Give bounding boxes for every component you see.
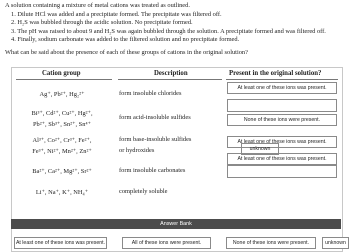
header-present: Present in the original solution?	[229, 70, 322, 77]
description-3-line-2: or hydroxides	[119, 147, 155, 154]
answer-slot-2[interactable]: None of these ions were present.	[227, 114, 337, 126]
description-4: form insoluble carbonates	[119, 167, 186, 174]
answer-bank-option-all[interactable]: All of these ions were present.	[122, 237, 211, 249]
answer-bank-option-at-least-one[interactable]: At least one of these ions was present.	[14, 237, 107, 249]
header-cation-group: Cation group	[42, 70, 81, 77]
cation-group-3-line-2: Fe³⁺, Ni²⁺, Mn²⁺, Zn²⁺	[32, 148, 92, 155]
answer-slot-3[interactable]: At least one of these ions was present.	[227, 136, 337, 148]
step-4: 4. Finally, sodium carbonate was added to the filtered solution and no precipitate formed.	[11, 36, 240, 44]
header-underline	[226, 79, 338, 80]
step-1: 1. Dilute HCl was added and a precipitate formed. The precipitate was filtered off.	[11, 10, 222, 18]
header-underline	[118, 79, 222, 80]
answer-bank-header: Answer Bank	[11, 219, 341, 229]
question-text: What can be said about the presence of each of these groups of cations in the original solution?	[5, 48, 248, 56]
description-1: form insoluble chlorides	[119, 90, 182, 97]
cation-group-1: Ag⁺, Pb²⁺, Hg₂²⁺	[39, 91, 85, 98]
description-2: form acid-insoluble sulfides	[119, 114, 191, 121]
procedure-steps	[5, 11, 347, 45]
cation-group-2-line-2: Pb²⁺, Sb³⁺, Sn²⁺, Sn⁴⁺	[32, 121, 92, 128]
cation-group-3-line-1: Al³⁺, Co²⁺, Cr³⁺, Fe²⁺,	[32, 137, 92, 144]
answer-slot-1[interactable]: At least one of these ions was present.	[227, 82, 337, 94]
answer-bank-option-none[interactable]: None of these ions were present.	[226, 237, 316, 249]
step-3: 3. The pH was raised to about 9 and H₂S was again bubbled through the solution. A precipitate formed and was filtered off.	[11, 27, 326, 35]
answer-slot-4[interactable]: At least one of these ions was present.	[227, 153, 337, 165]
intro-lead: A solution containing a mixture of metal cations was treated as outlined.	[5, 2, 190, 9]
answer-slot-4-empty[interactable]	[227, 165, 337, 178]
cation-group-2-line-1: Bi³⁺, Cd²⁺, Cu²⁺, Hg²⁺,	[31, 110, 93, 117]
description-5: completely soluble	[119, 188, 168, 195]
cation-group-5: Li⁺, Na⁺, K⁺, NH₄⁺	[35, 189, 89, 196]
cation-group-4: Ba²⁺, Ca²⁺, Mg²⁺, Sr²⁺	[32, 168, 92, 175]
step-2: 2. H₂S was bubbled through the acidic solution. No precipitate formed.	[11, 19, 193, 27]
answer-slot-2-empty[interactable]	[227, 99, 337, 112]
header-description: Description	[154, 70, 188, 77]
header-underline	[16, 79, 112, 80]
answer-bank-option-unknown[interactable]: unknown	[322, 237, 349, 249]
description-3-line-1: form base-insoluble sulfides	[119, 136, 192, 143]
answer-slot-5[interactable]: unknown	[241, 143, 279, 155]
problem-statement	[5, 2, 347, 58]
